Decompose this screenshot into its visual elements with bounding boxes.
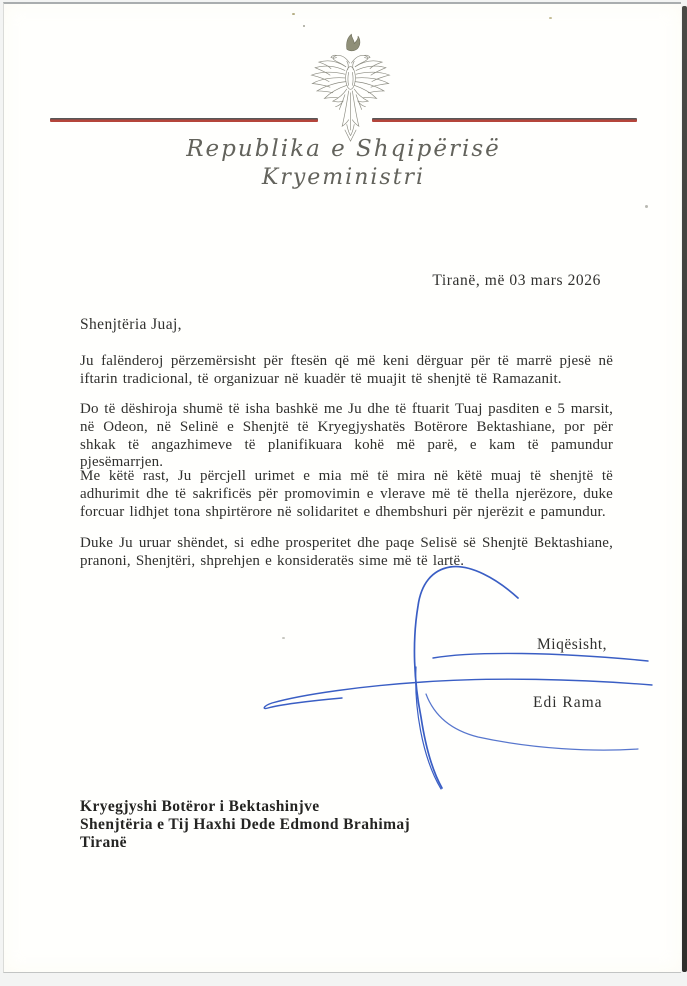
scan-speck bbox=[282, 637, 285, 639]
office-title: Kryeministri bbox=[261, 165, 426, 190]
republic-title: Republika e Shqipërisë bbox=[186, 136, 501, 162]
scan-speck bbox=[303, 25, 305, 27]
scan-speck bbox=[292, 13, 295, 15]
scan-speck bbox=[549, 17, 552, 19]
paragraph-4: Duke Ju uruar shëndet, si edhe prosperitet dhe paqe Selisë së Shenjtë Bektashiane, pranoni, Shenjtëri, shprehjen e konsideratës sime më të lartë. bbox=[80, 535, 613, 569]
letterhead-rule-right bbox=[372, 118, 637, 122]
signatory-name: Edi Rama bbox=[533, 694, 603, 711]
recipient-city: Tiranë bbox=[80, 834, 127, 852]
scan-edge-shadow bbox=[682, 6, 687, 972]
paragraph-3: Me këtë rast, Ju përcjell urimet e mia më të mira në këtë muaj të shenjtë të adhurimit dhe të sakrificës për promovimin e vlerave më të thella njerëzore, duke forcuar lidhjet tona shpirtërore në solidaritet e dhembshuri për njerëzit e pamundur. bbox=[80, 468, 613, 520]
salutation: Shenjtëria Juaj, bbox=[80, 316, 182, 333]
double-headed-eagle-icon bbox=[304, 32, 397, 148]
paragraph-1: Ju falënderoj përzemërsisht për ftesën që më keni dërguar për të marrë pjesë në iftarin tradicional, të organizuar në kuadër të muajit të shenjtë të Ramazanit. bbox=[80, 353, 613, 387]
recipient-block bbox=[80, 798, 410, 853]
dateline: Tiranë, më 03 mars 2026 bbox=[432, 272, 601, 289]
scan-speck bbox=[645, 205, 648, 208]
recipient-name: Shenjtëria e Tij Haxhi Dede Edmond Brahimaj bbox=[80, 816, 411, 834]
letterhead-rule-left bbox=[50, 118, 318, 122]
signature-scribble-icon bbox=[258, 562, 656, 798]
paragraph-2: Do të dëshiroja shumë të isha bashkë me Ju dhe të ftuarit Tuaj pasditen e 5 marsit, në Odeon, në Selinë e Shenjtë të Kryegjyshatës Botërore Bektashiane, por për shkak të angazhimeve të planifikuara kohë më parë, e kam të pamundur pjesëmarrjen. bbox=[80, 401, 613, 471]
closing-valediction: Miqësisht, bbox=[537, 636, 608, 653]
recipient-title: Kryegjyshi Botëror i Bektashinjve bbox=[80, 798, 320, 815]
